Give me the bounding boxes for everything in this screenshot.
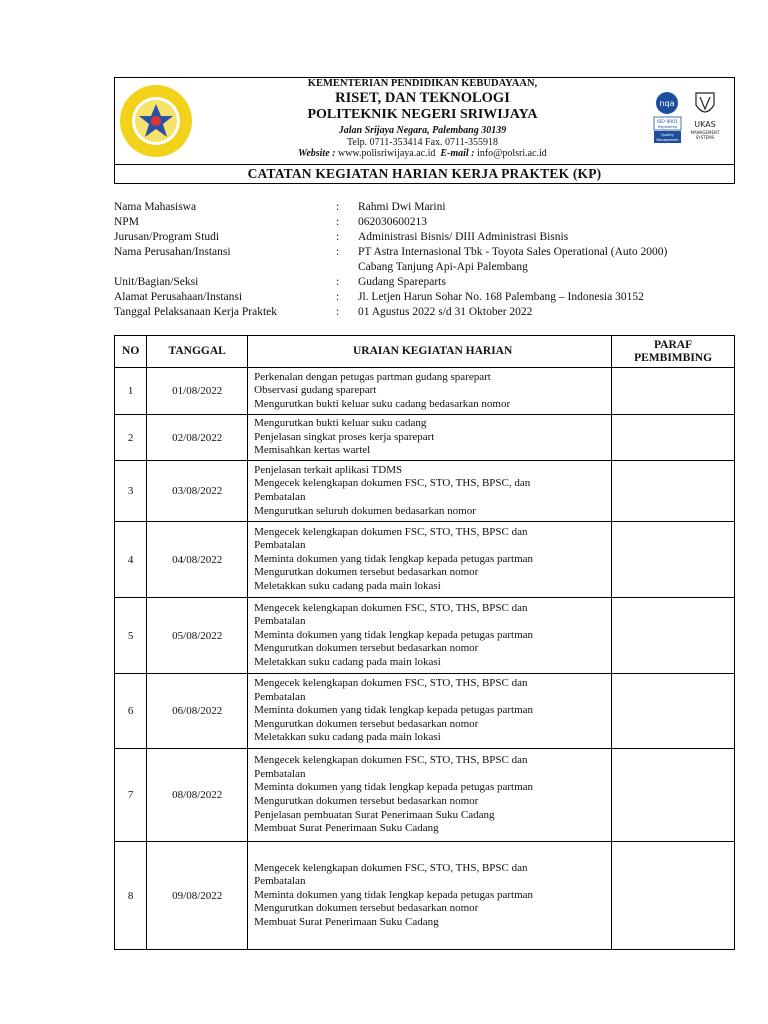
row-date: 03/08/2022: [147, 461, 248, 522]
row-date: 08/08/2022: [147, 749, 248, 842]
info-label: Tanggal Pelaksanaan Kerja Praktek: [114, 306, 278, 318]
info-label: NPM: [114, 216, 139, 228]
row-activities: [248, 598, 612, 674]
activity-line: Meminta dokumen yang tidak lengkap kepada petugas partman: [254, 628, 534, 641]
website-label: Website :: [298, 148, 336, 159]
info-value: 01 Agustus 2022 s/d 31 Oktober 2022: [358, 306, 533, 318]
info-value: Administrasi Bisnis/ DIII Administrasi Bisnis: [358, 231, 569, 243]
cert-quality-label: Quality: [661, 133, 674, 137]
info-row: [114, 245, 735, 260]
info-row: [114, 200, 735, 215]
iso-ukas-cert-logo: [650, 85, 732, 161]
row-number: 2: [115, 415, 147, 461]
info-label: Alamat Perusahaan/Instansi: [114, 291, 243, 303]
student-info: [114, 200, 735, 320]
info-colon: :: [336, 246, 340, 258]
col-header-activity: URAIAN KEGIATAN HARIAN: [248, 336, 612, 368]
email-link[interactable]: info@polsri.ac.id: [477, 148, 547, 159]
activity-line: Penjelasan pembuatan Surat Penerimaan Suku Cadang: [254, 808, 495, 821]
activity-line: Mengurutkan bukti keluar suku cadang bedasarkan nomor: [254, 397, 511, 410]
info-colon: :: [336, 231, 340, 243]
activity-line: Membuat Surat Penerimaan Suku Cadang: [254, 822, 439, 835]
activity-line: Mengecek kelengkapan dokumen FSC, STO, THS, BPSC dan: [254, 677, 528, 690]
institution-contacts: [195, 148, 650, 159]
supervisor-signature-cell[interactable]: [612, 368, 735, 415]
row-date: 06/08/2022: [147, 674, 248, 749]
info-value: Gudang Spareparts: [358, 276, 446, 288]
row-date: 09/08/2022: [147, 842, 248, 950]
supervisor-signature-cell[interactable]: [612, 461, 735, 522]
activity-line: Pembatalan: [254, 767, 306, 780]
col-header-paraf-line1: PARAF: [654, 338, 693, 351]
info-label: Nama Perusahan/Instansi: [114, 246, 231, 258]
row-date: 02/08/2022: [147, 415, 248, 461]
institution-address: Jalan Srijaya Negara, Palembang 30139: [338, 125, 507, 136]
row-number: 3: [115, 461, 147, 522]
info-colon: :: [336, 306, 340, 318]
table-row: [115, 674, 735, 749]
info-colon: :: [336, 201, 340, 213]
info-row: [114, 305, 735, 320]
cert-systems-label: SYSTEMS: [695, 135, 715, 140]
activity-line: Mengecek kelengkapan dokumen FSC, STO, THS, BPSC dan: [254, 861, 528, 874]
activity-line: Mengecek kelengkapan dokumen FSC, STO, THS, BPSC dan: [254, 525, 528, 538]
info-value: PT Astra Internasional Tbk - Toyota Sales Operational (Auto 2000): [358, 246, 668, 258]
table-row: [115, 461, 735, 522]
row-activities: [248, 415, 612, 461]
supervisor-signature-cell[interactable]: [612, 522, 735, 598]
institution-phone: Telp. 0711-353414 Fax. 0711-355918: [346, 137, 499, 148]
activity-line: Meminta dokumen yang tidak lengkap kepada petugas partman: [254, 781, 534, 794]
row-activities: [248, 842, 612, 950]
activity-line: Observasi gudang sparepart: [254, 384, 377, 397]
info-label: Jurusan/Program Studi: [114, 231, 220, 243]
row-activities: [248, 461, 612, 522]
cert-registered-label: Registered: [657, 125, 678, 129]
activity-line: Meletakkan suku cadang pada main lokasi: [254, 655, 441, 668]
row-activities: [248, 522, 612, 598]
row-number: 6: [115, 674, 147, 749]
activity-line: Meminta dokumen yang tidak lengkap kepada petugas partman: [254, 888, 534, 901]
info-value: 062030600213: [358, 216, 427, 228]
activity-line: Membuat Surat Penerimaan Suku Cadang: [254, 915, 439, 928]
info-colon: :: [336, 216, 340, 228]
activity-line: Pembatalan: [254, 491, 306, 503]
row-activities: [248, 674, 612, 749]
activity-line: Penjelasan terkait aplikasi TDMS: [254, 463, 403, 476]
info-row: [114, 260, 735, 275]
activity-line: Meletakkan suku cadang pada main lokasi: [254, 579, 441, 592]
table-row: [115, 522, 735, 598]
table-row: [115, 749, 735, 842]
col-header-no: NO: [115, 336, 147, 368]
email-label: E-mail :: [440, 148, 475, 159]
row-number: 1: [115, 368, 147, 415]
supervisor-signature-cell[interactable]: [612, 415, 735, 461]
website-link[interactable]: www.polisriwijaya.ac.id: [337, 148, 436, 159]
row-number: 5: [115, 598, 147, 674]
info-colon: :: [336, 276, 340, 288]
row-number: 7: [115, 749, 147, 842]
info-colon: :: [336, 291, 340, 303]
info-row: [114, 290, 735, 305]
activity-line: Memisahkan kertas wartel: [254, 444, 371, 457]
letterhead-text: [195, 78, 650, 159]
info-value: Jl. Letjen Harun Sohar No. 168 Palembang – Indonesia 30152: [358, 291, 644, 303]
activity-line: Mengurutkan seluruh dokumen bedasarkan nomor: [254, 504, 476, 517]
ministry-line: KEMENTERIAN PENDIDIKAN KEBUDAYAAN,: [307, 78, 538, 89]
col-header-date: TANGGAL: [147, 336, 248, 368]
activity-line: Mengurutkan dokumen tersebut bedasarkan nomor: [254, 566, 479, 579]
row-date: 05/08/2022: [147, 598, 248, 674]
cert-logo-mark: nqa: [659, 99, 675, 108]
col-header-paraf-line2: PEMBIMBING: [634, 351, 713, 364]
activity-line: Pembatalan: [254, 690, 306, 703]
cert-mgmt-label: MANAGEMENT: [690, 130, 720, 135]
row-number: 4: [115, 522, 147, 598]
row-date: 01/08/2022: [147, 368, 248, 415]
activity-line: Perkenalan dengan petugas partman gudang sparepart: [254, 370, 491, 383]
info-colon: [336, 260, 358, 275]
activity-line: Meminta dokumen yang tidak lengkap kepada petugas partman: [254, 552, 534, 565]
supervisor-signature-cell[interactable]: [612, 674, 735, 749]
table-header-row: [115, 336, 735, 368]
activity-line: Meminta dokumen yang tidak lengkap kepada petugas partman: [254, 704, 534, 717]
row-date: 04/08/2022: [147, 522, 248, 598]
table-row: [115, 368, 735, 415]
document-title: CATATAN KEGIATAN HARIAN KERJA PRAKTEK (KP): [114, 165, 735, 184]
cert-management-label: Management: [656, 138, 679, 142]
activity-line: Mengurutkan dokumen tersebut bedasarkan nomor: [254, 642, 479, 655]
activity-line: Pembatalan: [254, 615, 306, 628]
activity-line: Penjelasan singkat proses kerja sparepart: [254, 430, 435, 443]
info-row: [114, 230, 735, 245]
cert-iso-label: ISO 9001: [656, 120, 679, 125]
activity-line: Mengurutkan dokumen tersebut bedasarkan nomor: [254, 795, 479, 807]
info-label: [114, 260, 336, 275]
activity-line: Mengurutkan dokumen tersebut bedasarkan nomor: [254, 902, 479, 915]
info-row: [114, 275, 735, 290]
info-value: Rahmi Dwi Marini: [358, 201, 446, 213]
row-activities: [248, 368, 612, 415]
info-label: Unit/Bagian/Seksi: [114, 276, 199, 288]
info-label: Nama Mahasiswa: [114, 201, 197, 213]
supervisor-signature-cell[interactable]: [612, 842, 735, 950]
table-body: [115, 368, 735, 950]
col-header-paraf: [612, 336, 735, 368]
ministry-line-2: RISET, DAN TEKNOLOGI: [335, 90, 510, 106]
activity-line: Mengurutkan dokumen tersebut bedasarkan nomor: [254, 717, 479, 730]
info-row: [114, 215, 735, 230]
activity-line: Meletakkan suku cadang pada main lokasi: [254, 731, 441, 744]
supervisor-signature-cell[interactable]: [612, 598, 735, 674]
daily-activity-table: [114, 335, 735, 950]
activity-line: Pembatalan: [254, 539, 306, 552]
activity-line: Mengecek kelengkapan dokumen FSC, STO, THS, BPSC dan: [254, 754, 528, 767]
info-value: Cabang Tanjung Api-Api Palembang: [358, 261, 528, 273]
letterhead: [114, 77, 735, 165]
activity-line: Mengecek kelengkapan dokumen FSC, STO, THS, BPSC, dan: [254, 477, 531, 490]
row-number: 8: [115, 842, 147, 950]
row-activities: [248, 749, 612, 842]
table-row: [115, 415, 735, 461]
activity-line: Pembatalan: [254, 875, 306, 888]
cert-ukas-label: UKAS: [694, 120, 716, 129]
supervisor-signature-cell[interactable]: [612, 749, 735, 842]
activity-line: Mengurutkan bukti keluar suku cadang: [254, 417, 427, 430]
institution-name: POLITEKNIK NEGERI SRIWIJAYA: [307, 107, 538, 122]
activity-line: Mengecek kelengkapan dokumen FSC, STO, THS, BPSC dan: [254, 601, 528, 614]
table-row: [115, 598, 735, 674]
table-row: [115, 842, 735, 950]
polsri-logo: [119, 84, 193, 158]
